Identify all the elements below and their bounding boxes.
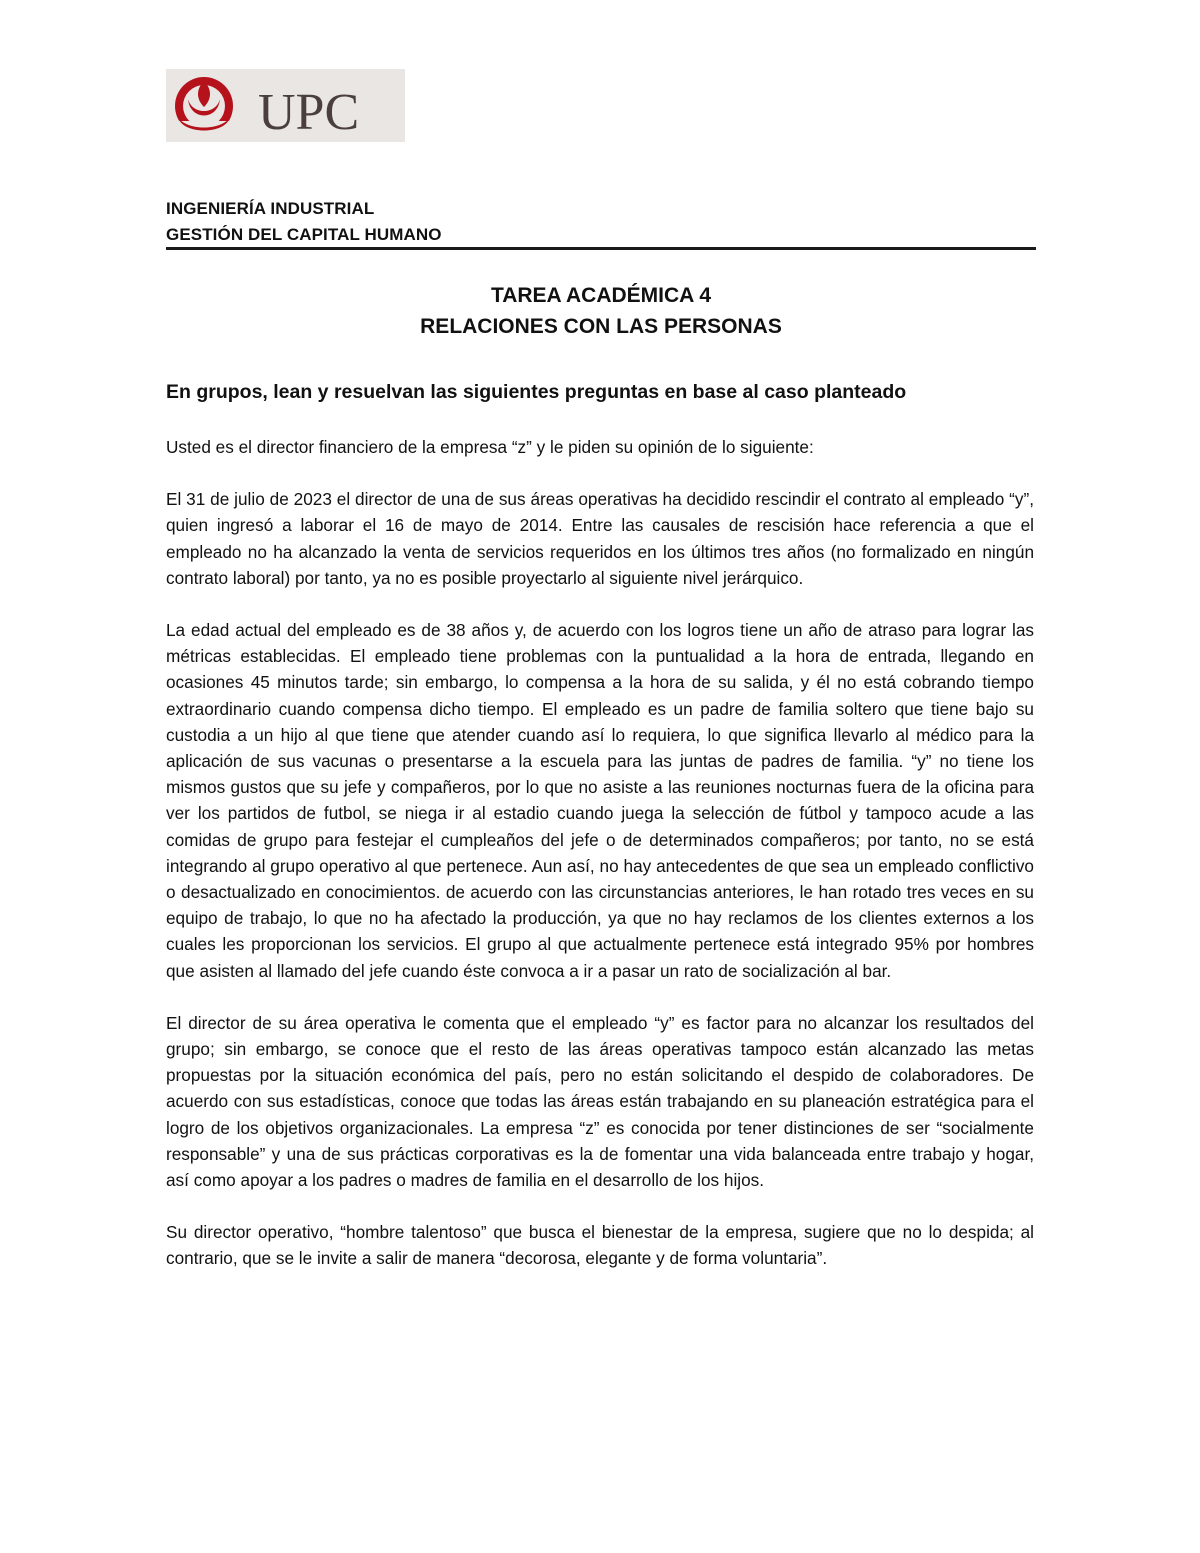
faculty-name: INGENIERÍA INDUSTRIAL <box>166 199 375 218</box>
upc-logo-text: UPC <box>258 84 360 141</box>
case-paragraph-3: El director de su área operativa le comenta que el empleado “y” es factor para no alcanzar los resultados del grupo; sin embargo, se conoce que el resto de las áreas operativas tampoco están alcanzado las metas propuestas por la situación económica del país, pero no están solicitando el despido de colaboradores. De acuerdo con sus estadísticas, conoce que todas las áreas están trabajando en su planeación estratégica para el logro de los objetivos organizacionales. La empresa “z” es conocida por tener distinciones de ser “socialmente responsable” y una de sus prácticas corporativas es la de fomentar una vida balanceada entre trabajo y hogar, así como apoyar a los padres o madres de familia en el desarrollo de los hijos. <box>166 1012 1034 1191</box>
document-title <box>166 280 1036 342</box>
title-line-2: RELACIONES CON LAS PERSONAS <box>420 315 782 338</box>
upc-emblem-icon <box>166 69 405 142</box>
case-paragraph-4: Su director operativo, “hombre talentoso” que busca el bienestar de la empresa, sugiere que no lo despida; al contrario, que se le invite a salir de manera “decorosa, elegante y de forma voluntaria”. <box>166 1222 1034 1269</box>
intro-paragraph: Usted es el director financiero de la empresa “z” y le piden su opinión de lo siguiente: <box>166 437 814 457</box>
case-paragraph-1: El 31 de julio de 2023 el director de una de sus áreas operativas ha decidido rescindir el contrato al empleado “y”, quien ingresó a laborar el 16 de mayo de 2014. Entre las causales de rescisión hace referencia a que el empleado no ha alcanzado la venta de servicios requeridos en los últimos tres años (no formalizado en ningún contrato laboral) por tanto, ya no es posible proyectarlo al siguiente nivel jerárquico. <box>166 489 1034 588</box>
course-header <box>166 196 1036 248</box>
instruction-heading: En grupos, lean y resuelvan las siguientes preguntas en base al caso planteado <box>166 381 907 403</box>
course-name: GESTIÓN DEL CAPITAL HUMANO <box>166 225 442 244</box>
title-line-1: TAREA ACADÉMICA 4 <box>490 284 712 307</box>
case-body <box>166 434 1034 1298</box>
case-paragraph-2: La edad actual del empleado es de 38 años y, de acuerdo con los logros tiene un año de atraso para lograr las métricas establecidas. El empleado tiene problemas con la puntualidad a la hora de entrada, llegando en ocasiones 45 minutos tarde; sin embargo, lo compensa a la hora de su salida, y él no está cobrando tiempo extraordinario cuando compensa dicho tiempo. El empleado es un padre de familia soltero que tiene bajo su custodia a un hijo al que tiene que atender cuando así lo requiera, lo que significa llevarlo al médico para la aplicación de sus vacunas o presentarse a la escuela para las juntas de padres de familia. “y” no tiene los mismos gustos que su jefe y compañeros, por lo que no asiste a las reuniones nocturnas fuera de la oficina para ver los partidos de futbol, se niega ir al estadio cuando juega la selección de fútbol y tampoco acude a las comidas de grupo para festejar el cumpleaños del jefe o de determinados compañeros; por tanto, no se está integrando al grupo operativo al que pertenece. Aun así, no hay antecedentes de que sea un empleado conflictivo o desactualizado en conocimientos. de acuerdo con las circunstancias anteriores, le han rotado tres veces en su equipo de trabajo, lo que no ha afectado la producción, ya que no hay reclamos de los clientes externos a los cuales les proporcionan los servicios. El grupo al que actualmente pertenece está integrado 95% por hombres que asisten al llamado del jefe cuando éste convoca a ir a pasar un rato de socialización al bar. <box>166 620 1034 981</box>
header-divider <box>166 247 1036 250</box>
upc-logo <box>166 69 405 142</box>
